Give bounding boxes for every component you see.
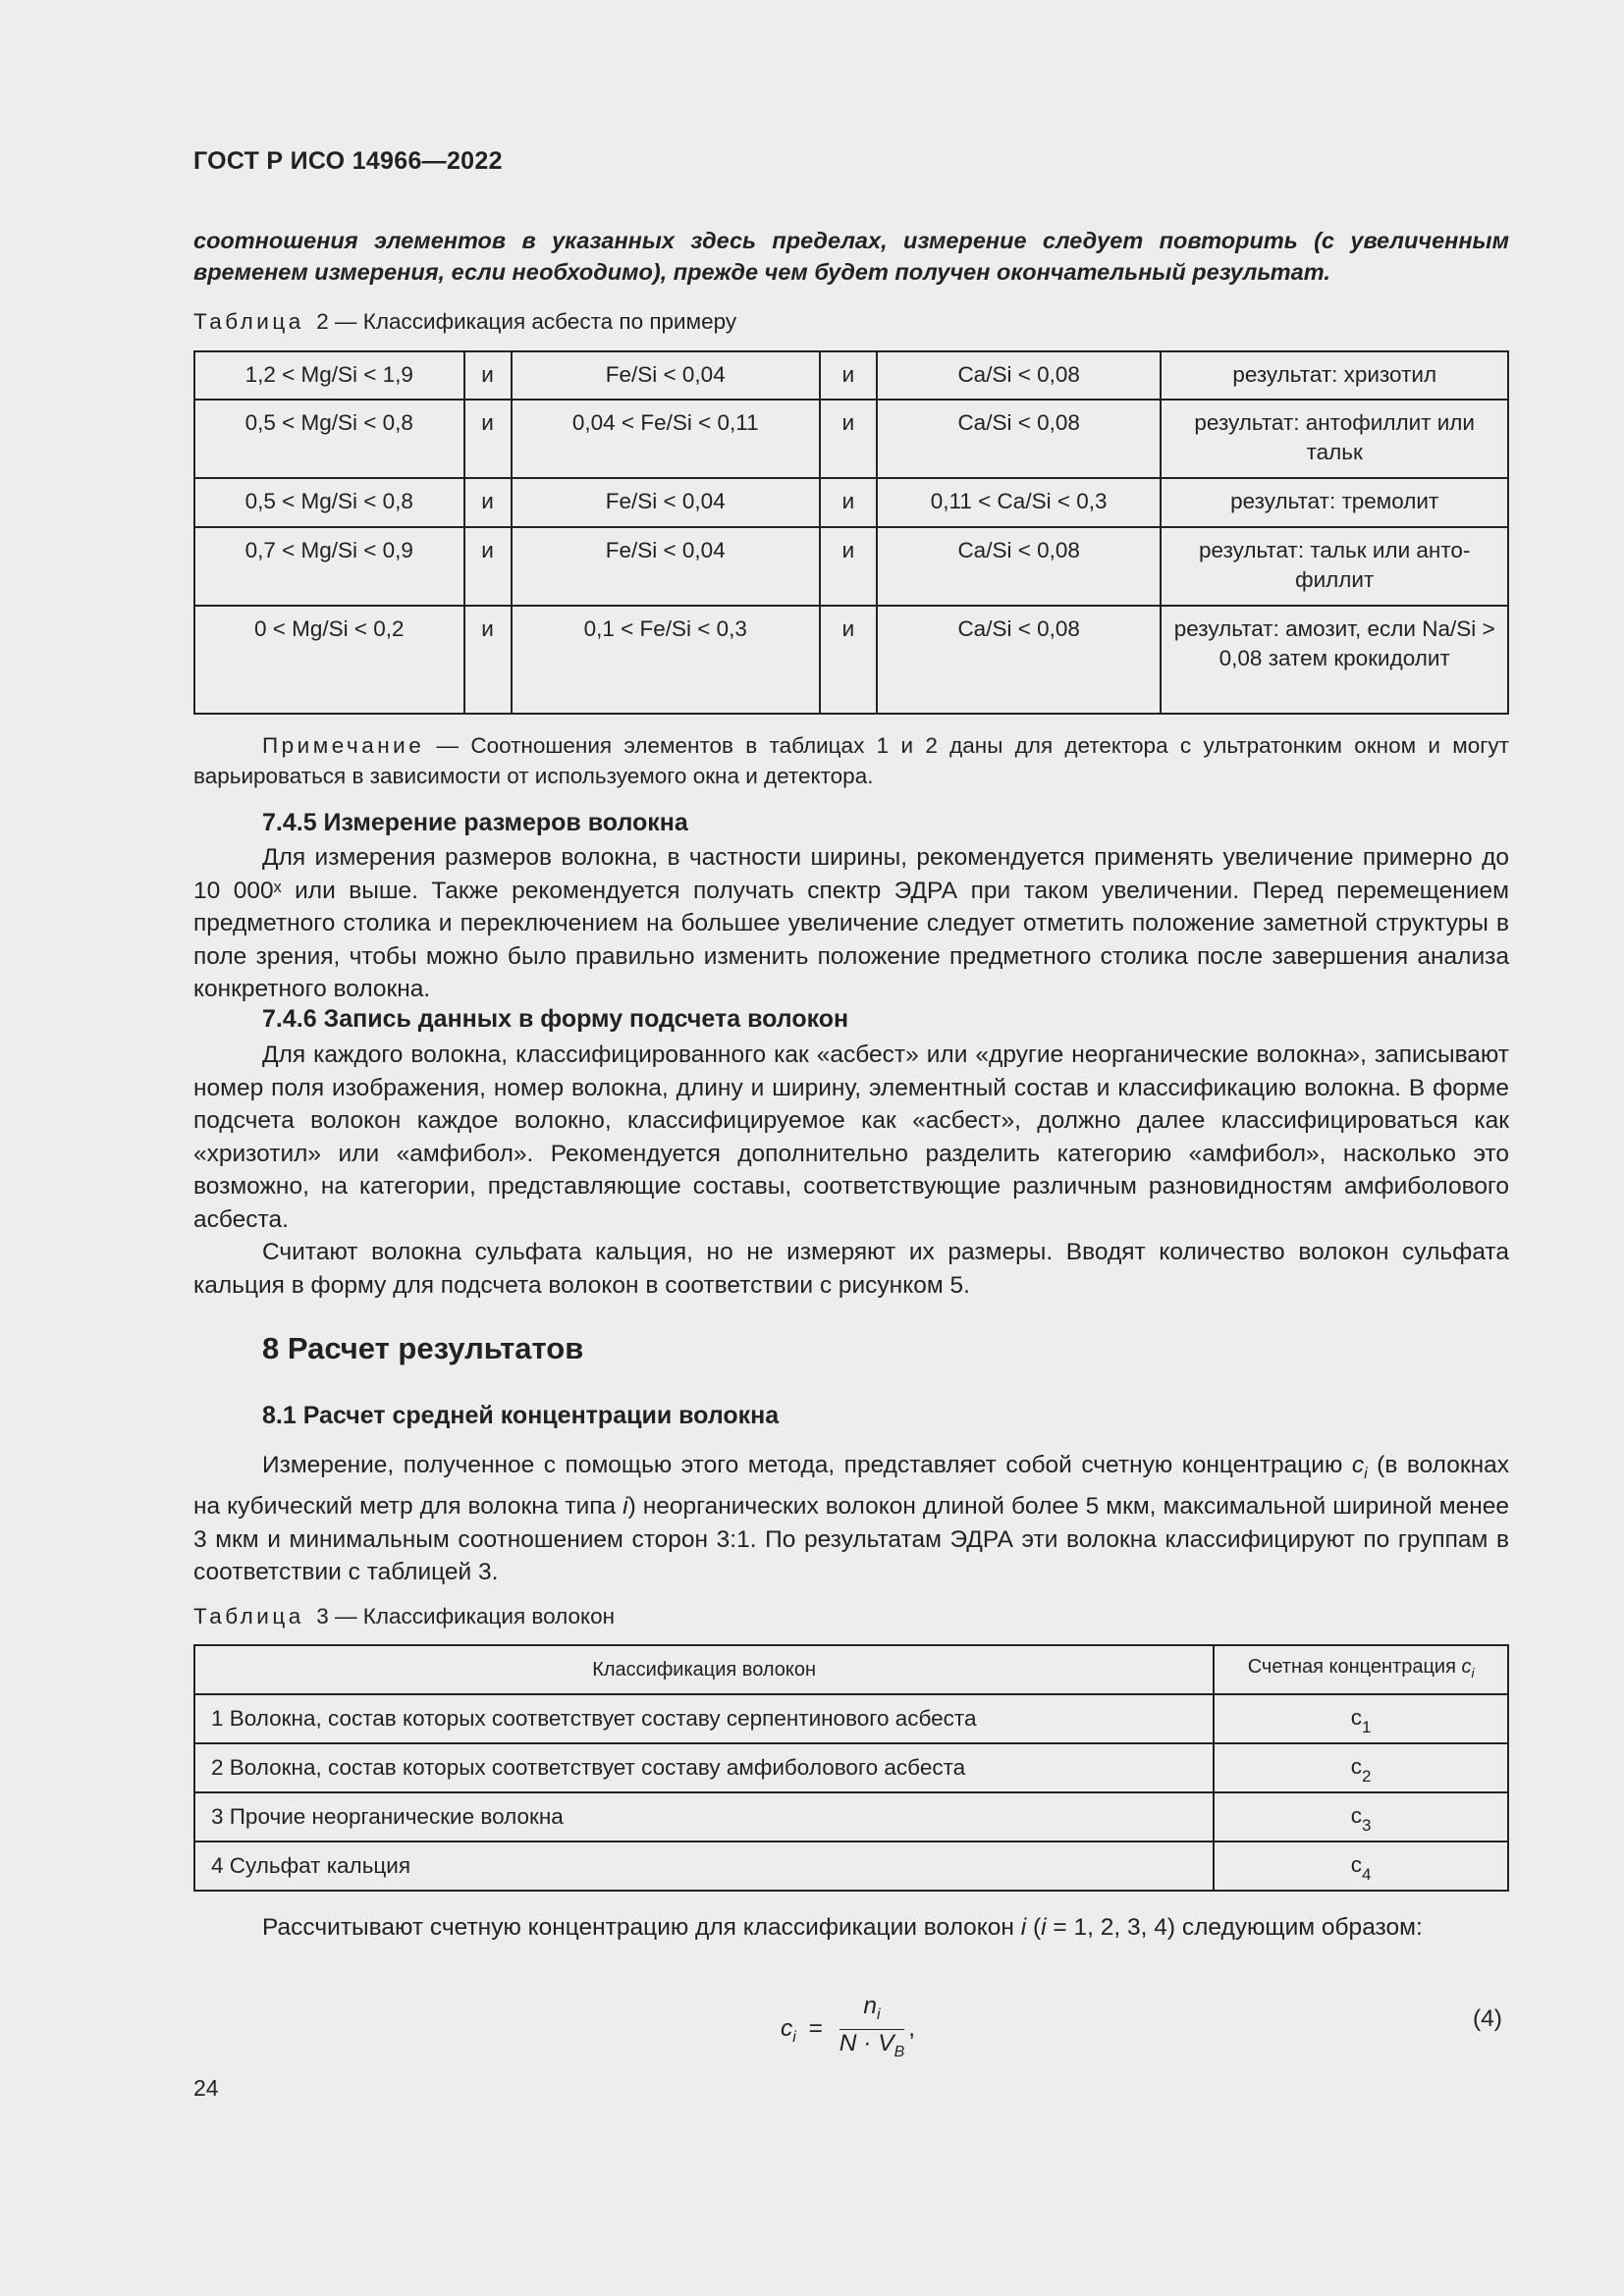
table-row	[194, 527, 1508, 606]
table-cell: Ca/Si < 0,08	[877, 400, 1162, 478]
table-cell: 0,1 < Fe/Si < 0,3	[512, 606, 820, 714]
paragraph: Для измерения размеров волокна, в частности ширины, рекомендуется применять увеличение примерно до 10 000ˣ или выше. Также рекомендуется получать спектр ЭДРА при таком увеличении. Перед перемещением предметного столика и переключением на большее увеличение следует отметить положение заметной структуры в поле зрения, чтобы можно было правильно изменить положение предметного столика после завершения анализа конкретного волокна.	[193, 844, 1509, 1002]
table-row	[194, 606, 1508, 714]
note-text: — Соотношения элементов в таблицах 1 и 2 даны для детектора с ультратонким окном и могут варьироваться в зависимости от используемого окна и детектора.	[193, 733, 1509, 788]
column-header: Классификация волокон	[194, 1645, 1214, 1694]
table-cell: 0,04 < Fe/Si < 0,11	[512, 400, 820, 478]
table-2	[193, 350, 1509, 715]
table-3	[193, 1644, 1509, 1892]
section-8-1-heading: 8.1 Расчет средней концентрации волокна	[262, 1402, 780, 1429]
table-cell: и	[820, 478, 877, 527]
table-cell: $c_3$	[1214, 1792, 1508, 1842]
table-row	[194, 1842, 1508, 1891]
table-cell: 1 Волокна, состав которых соответствует составу серпентинового асбеста	[194, 1694, 1214, 1743]
table-cell: 0 < Mg/Si < 0,2	[194, 606, 464, 714]
table-row	[194, 1743, 1508, 1792]
table-cell: $c_2$	[1214, 1743, 1508, 1792]
table-cell: и	[820, 527, 877, 606]
table-cell: результат: амозит, если Na/Si > 0,08 затем крокидолит	[1161, 606, 1508, 714]
table2-caption	[193, 307, 736, 337]
table3-caption-text: 3 — Классификация волокон	[316, 1604, 616, 1629]
table-cell: результат: хризотил	[1161, 351, 1508, 400]
section-7-4-5-heading: 7.4.5 Измерение размеров волокна	[262, 809, 688, 836]
table-cell: и	[464, 606, 512, 714]
table-cell: и	[464, 527, 512, 606]
table-cell: 0,5 < Mg/Si < 0,8	[194, 478, 464, 527]
table3-caption-label: Таблица	[193, 1604, 304, 1629]
table-cell: Ca/Si < 0,08	[877, 351, 1162, 400]
table-row	[194, 1792, 1508, 1842]
table-cell: 0,7 < Mg/Si < 0,9	[194, 527, 464, 606]
table-cell: и	[464, 478, 512, 527]
section-8-heading: 8 Расчет результатов	[262, 1331, 584, 1365]
table-cell: результат: тальк или анто-филлит	[1161, 527, 1508, 606]
fraction: $\frac{n_i}{N \cdot V_B}$	[839, 1993, 905, 2060]
table-cell: Ca/Si < 0,08	[877, 527, 1162, 606]
section-7-4-6-heading: 7.4.6 Запись данных в форму подсчета волокон	[262, 1005, 849, 1033]
table2-note	[193, 730, 1509, 791]
table3-caption	[193, 1602, 615, 1631]
table-cell: 3 Прочие неорганические волокна	[194, 1792, 1214, 1842]
table-cell: 0,5 < Mg/Si < 0,8	[194, 400, 464, 478]
table-cell: 4 Сульфат кальция	[194, 1842, 1214, 1891]
section-7-4-5-body	[193, 841, 1509, 1006]
table-cell: $c_4$	[1214, 1842, 1508, 1891]
table-row	[194, 478, 1508, 527]
table-cell: 1,2 < Mg/Si < 1,9	[194, 351, 464, 400]
table2-caption-label: Таблица	[193, 309, 304, 334]
table-cell: результат: тремолит	[1161, 478, 1508, 527]
paragraph: Для каждого волокна, классифицированного как «асбест» или «другие неорганические волокна», записывают номер поля изображения, номер волокна, длину и ширину, элементный состав и классификацию волокна. В форме подсчета волокон каждое волокно, классифицируемое как «асбест», должно далее классифицироваться как «хризотил» или «амфибол». Рекомендуется дополнительно разделить категорию «амфибол», насколько это возможно, на категории, представляющие составы, соответствующие различным разновидностям амфиболового асбеста.	[193, 1041, 1509, 1233]
table-cell: и	[464, 400, 512, 478]
intro-paragraph: соотношения элементов в указанных здесь пределах, измерение следует повторить (с увеличенным временем измерения, если необходимо), прежде чем будет получен окончательный результат.	[193, 228, 1509, 285]
table-cell: и	[464, 351, 512, 400]
table-cell: Fe/Si < 0,04	[512, 527, 820, 606]
table-cell: Ca/Si < 0,08	[877, 606, 1162, 714]
page-number: 24	[193, 2075, 219, 2101]
table-cell: 0,11 < Ca/Si < 0,3	[877, 478, 1162, 527]
table-cell: $c_1$	[1214, 1694, 1508, 1743]
column-header: Счетная концентрация $c_i$	[1214, 1645, 1508, 1694]
section-8-1-body	[193, 1449, 1509, 1589]
table-cell: и	[820, 606, 877, 714]
paragraph: Рассчитывают счетную концентрацию для классификации волокон i (i = 1, 2, 3, 4) следующим образом:	[262, 1914, 1423, 1941]
note-label: Примечание	[262, 733, 425, 758]
paragraph: Считают волокна сульфата кальция, но не измеряют их размеры. Вводят количество волокон сульфата кальция в форму для подсчета волокон в соответствии с рисунком 5.	[193, 1239, 1509, 1299]
equation-number: (4)	[1473, 2005, 1502, 2032]
paragraph: Измерение, полученное с помощью этого метода, представляет собой счетную концентрацию $c_i$ (в волокнах на кубический метр для волокна типа i) неорганических волокон длиной более 5 мкм, максимальной шириной менее 3 мкм и минимальным соотношением сторон 3:1. По результатам ЭДРА эти волокна классифицируют по группам в соответствии с таблицей 3.	[193, 1452, 1510, 1586]
table-cell: Fe/Si < 0,04	[512, 351, 820, 400]
table-cell: Fe/Si < 0,04	[512, 478, 820, 527]
table-header-row	[194, 1645, 1508, 1694]
table-row	[194, 351, 1508, 400]
section-7-4-6-body	[193, 1039, 1509, 1302]
document-header: ГОСТ Р ИСО 14966—2022	[193, 147, 503, 175]
table-row	[194, 1694, 1508, 1743]
table2-caption-text: 2 — Классификация асбеста по примеру	[316, 309, 737, 334]
table-cell: и	[820, 351, 877, 400]
calc-paragraph	[193, 1911, 1509, 1945]
table-cell: результат: антофиллит или тальк	[1161, 400, 1508, 478]
table-cell: и	[820, 400, 877, 478]
table-cell: 2 Волокна, состав которых соответствует составу амфиболового асбеста	[194, 1743, 1214, 1792]
table-row	[194, 400, 1508, 478]
formula-4: $c_i$ = $\frac{n_i}{N \cdot V_B}$ ,	[781, 1993, 915, 2066]
